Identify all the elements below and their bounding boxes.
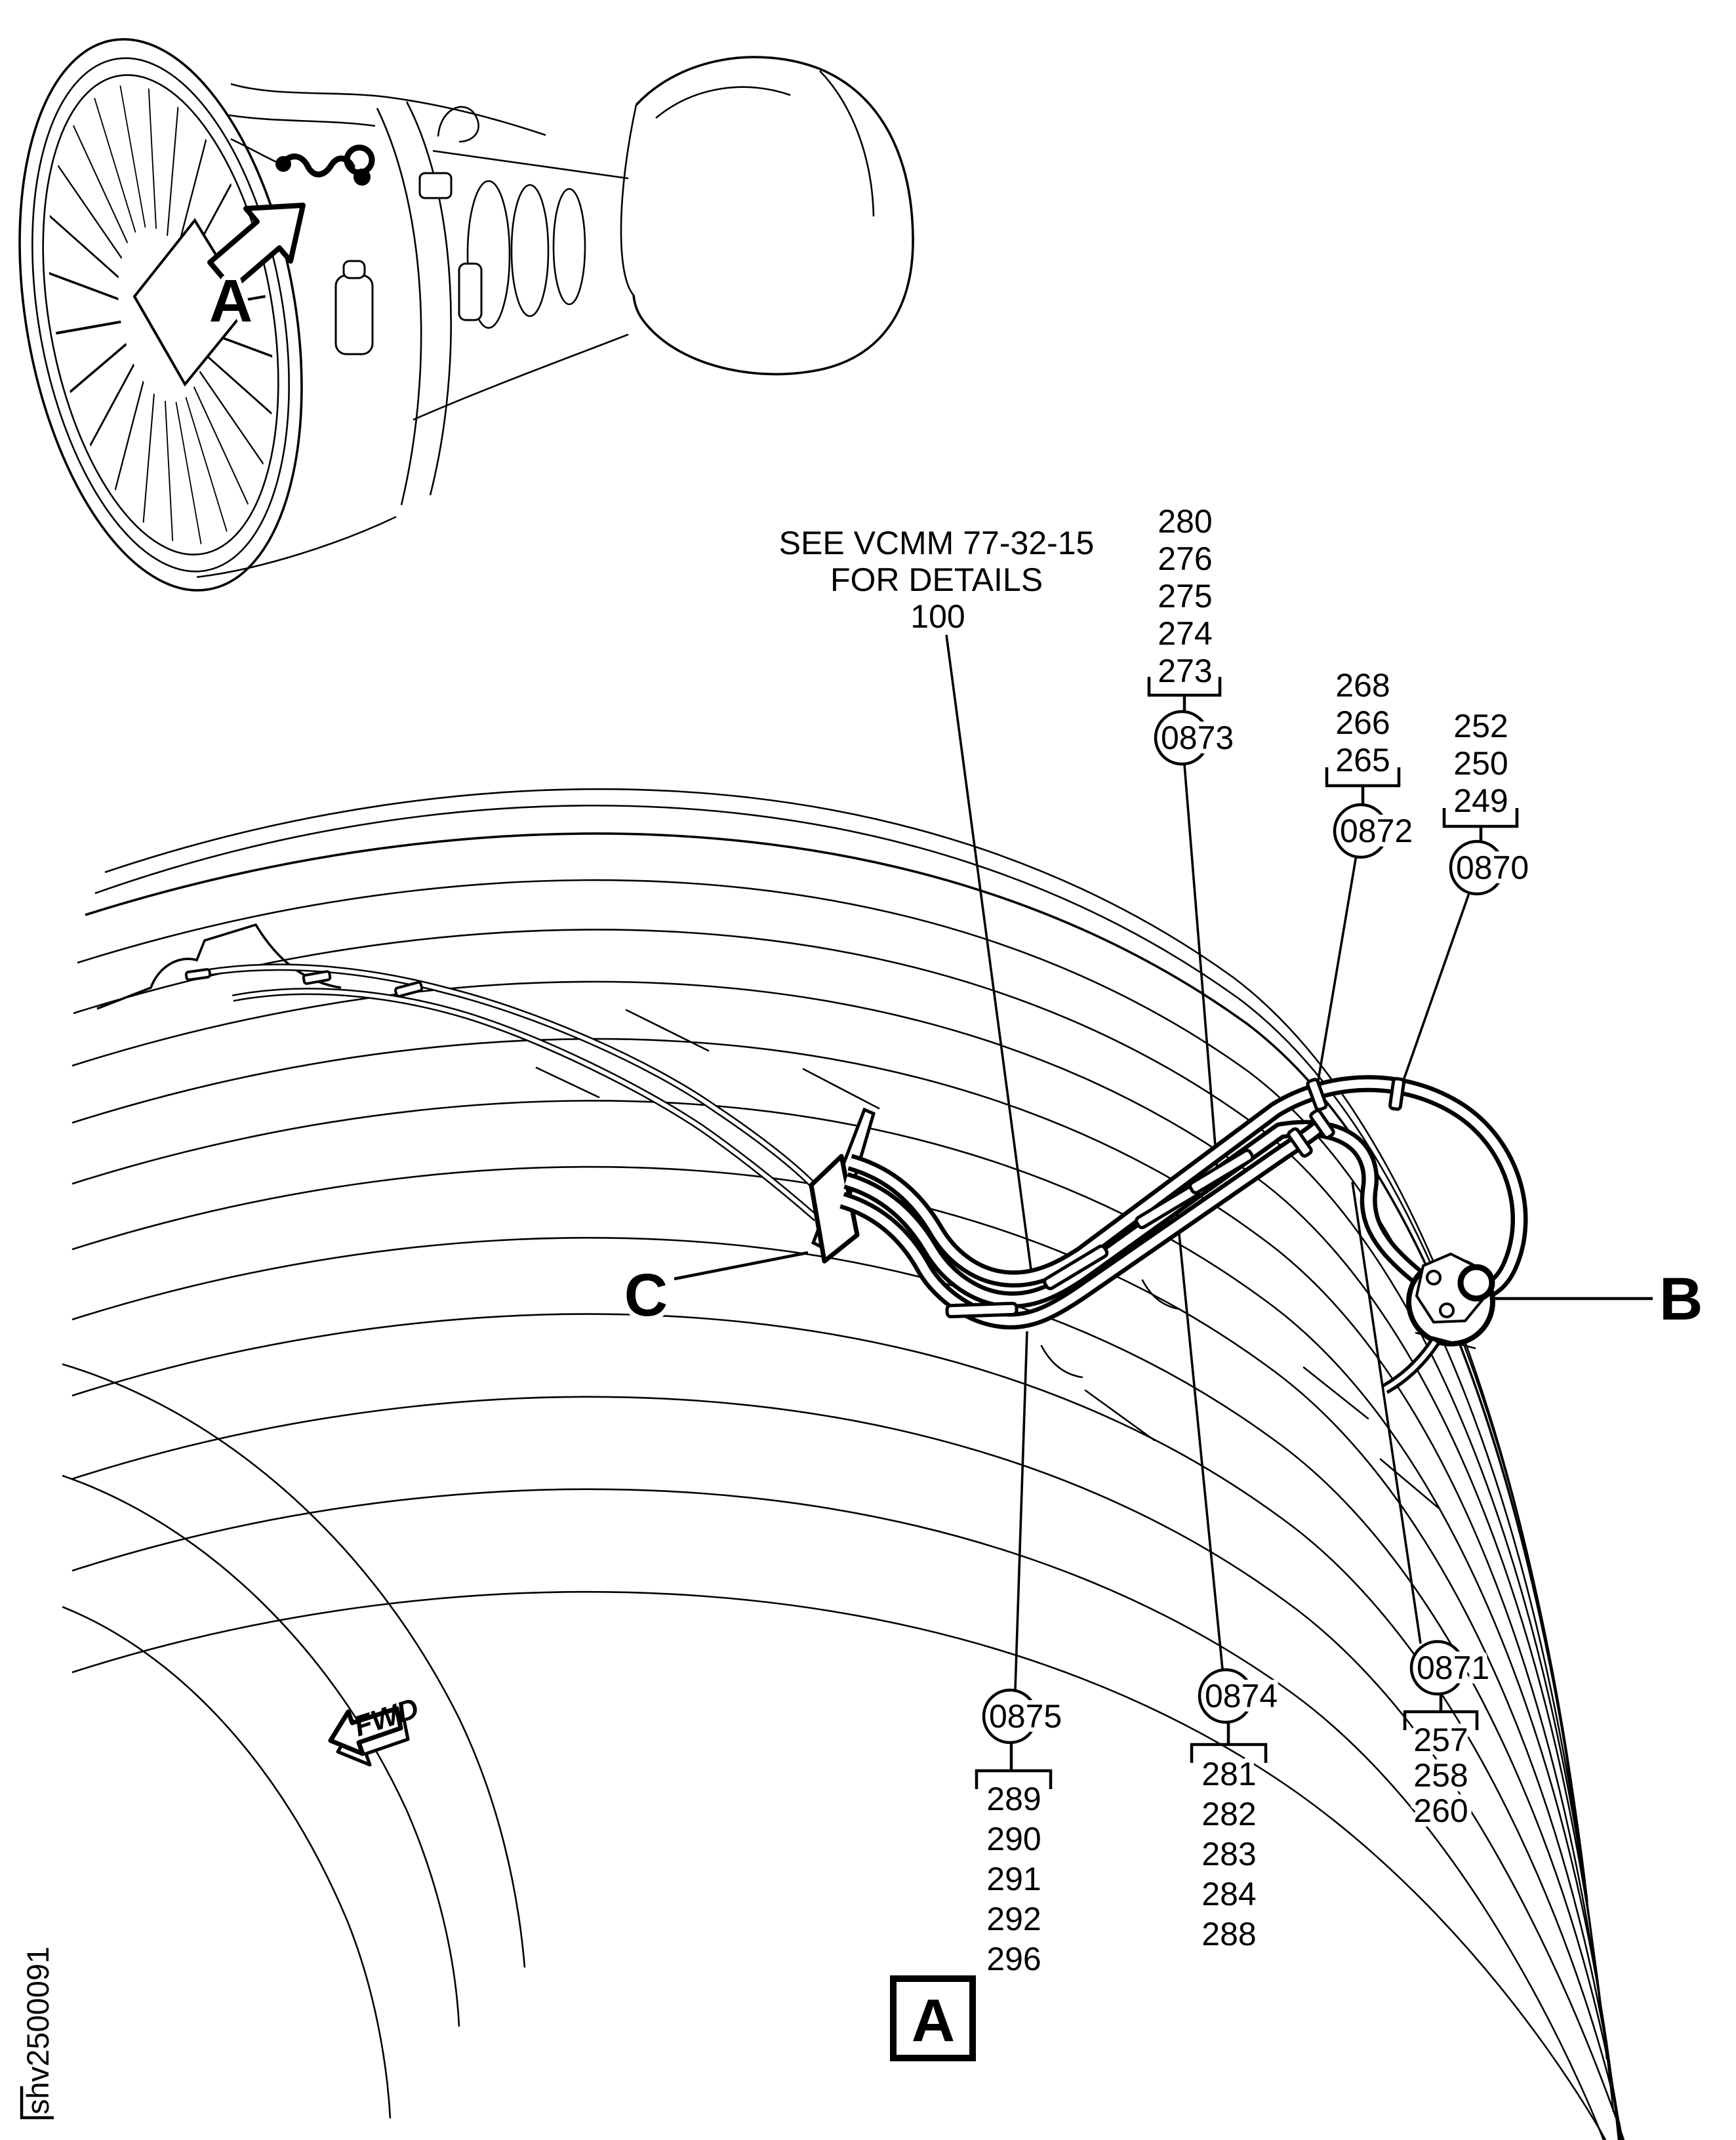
item-number: 276 <box>1158 540 1213 577</box>
exhaust-bell-facet <box>820 71 874 216</box>
ref-number: 0871 <box>1417 1649 1490 1686</box>
item-number: 283 <box>1201 1836 1257 1872</box>
tube-collar <box>1390 1078 1404 1110</box>
case-arc-lower <box>62 1476 459 2027</box>
case-arc <box>72 1167 1620 2140</box>
case-pump-body <box>336 275 373 354</box>
view-direction-label: A <box>209 268 253 334</box>
tube-clamp <box>947 1303 1017 1317</box>
leader-0874 <box>1177 1215 1222 1669</box>
callout-group-0874 <box>1192 1670 1278 1952</box>
engine-thumbnail <box>0 17 913 613</box>
ref-number: 0873 <box>1161 719 1234 756</box>
nacelle-top-edge <box>231 84 546 135</box>
core-bottom-line <box>413 334 628 420</box>
item-number: 274 <box>1158 615 1213 652</box>
ref-number: 0874 <box>1205 1678 1278 1714</box>
item-number: 292 <box>986 1901 1041 1937</box>
left-tube-2-outer <box>233 992 817 1219</box>
detail-note <box>779 525 1095 635</box>
item-number: 268 <box>1335 667 1390 704</box>
fwd-label: FWD <box>350 1691 423 1743</box>
item-number: 265 <box>1335 742 1390 778</box>
harness-connector-blob <box>353 169 371 186</box>
case-arc <box>105 789 1574 1810</box>
callout-group-0873 <box>1149 503 1234 764</box>
component-bolt <box>1427 1271 1440 1284</box>
harness-end-blob <box>275 156 291 172</box>
component-port-ball <box>1461 1267 1492 1299</box>
drawing-number <box>20 1947 55 2118</box>
leader-0875 <box>1015 1331 1027 1689</box>
ref-number: 0875 <box>989 1698 1062 1735</box>
left-tube-2-inner <box>233 992 817 1219</box>
sensor-harness <box>281 157 352 174</box>
case-fitting-block <box>459 264 481 320</box>
drawing-number-text: shv2500091 <box>20 1946 55 2114</box>
case-arc-lower <box>62 1607 390 2118</box>
ref-number: 0872 <box>1340 813 1413 849</box>
item-number: 250 <box>1453 745 1508 782</box>
leader-note-100 <box>946 635 1032 1274</box>
item-number: 282 <box>1201 1796 1257 1832</box>
item-number: 281 <box>1201 1756 1257 1792</box>
item-number: 284 <box>1201 1876 1257 1912</box>
left-tube-clamp <box>186 969 210 980</box>
note-line-2: FOR DETAILS <box>830 561 1043 598</box>
item-number: 288 <box>1201 1916 1257 1952</box>
left-tube-1-outer <box>192 967 813 1185</box>
exhaust-bell-rim <box>656 87 790 118</box>
tube-top-outer <box>850 1083 1520 1291</box>
left-tube-clamp <box>395 982 422 997</box>
item-number: 273 <box>1158 653 1213 689</box>
view-identifier-box <box>893 1979 973 2058</box>
component-bolt <box>1440 1304 1453 1317</box>
case-arc <box>72 1592 1605 2140</box>
case-aft-ring-1 <box>377 108 421 505</box>
leader-0873 <box>1184 765 1217 1170</box>
case-pump-cap <box>344 261 365 278</box>
case-arc-lower <box>62 1364 525 1968</box>
core-ring-2 <box>512 185 548 316</box>
leader-0872 <box>1315 855 1356 1100</box>
exhaust-bell-flange <box>621 105 636 295</box>
item-number: 290 <box>986 1821 1041 1857</box>
core-top-line <box>433 151 628 178</box>
nacelle-top-lip <box>226 115 375 126</box>
callout-group-0872 <box>1327 667 1413 857</box>
item-number: 249 <box>1453 782 1508 819</box>
item-number: 280 <box>1158 503 1213 540</box>
view-box-label: A <box>911 1987 956 2054</box>
note-line-1: SEE VCMM 77-32-15 <box>778 525 1095 561</box>
item-number: 289 <box>986 1781 1041 1817</box>
note-line-3: 100 <box>910 598 965 635</box>
item-number: 258 <box>1413 1757 1468 1794</box>
callout-group-0870 <box>1444 708 1529 894</box>
left-tube-clamp <box>303 971 331 984</box>
item-number: 275 <box>1158 578 1213 615</box>
item-number: 257 <box>1413 1722 1468 1758</box>
item-number: 296 <box>986 1941 1041 1977</box>
left-tube-1-inner <box>192 967 813 1185</box>
item-number: 252 <box>1453 708 1508 744</box>
item-number: 266 <box>1335 704 1390 741</box>
leader-c <box>674 1253 808 1279</box>
case-aft-ring-2 <box>407 102 451 495</box>
leader-0870 <box>1398 893 1469 1095</box>
ref-number: 0870 <box>1456 849 1529 886</box>
core-ring-3 <box>554 189 585 304</box>
item-number: 291 <box>986 1861 1041 1897</box>
label-b: B <box>1659 1266 1703 1333</box>
item-number: 260 <box>1413 1792 1468 1829</box>
case-arc <box>72 1489 1604 2140</box>
callout-group-0875 <box>977 1690 1062 1977</box>
label-c: C <box>624 1262 668 1329</box>
case-arc <box>72 982 1607 2059</box>
fwd-arrow <box>331 1692 422 1765</box>
case-bottom-edge <box>197 517 396 577</box>
callout-group-0871 <box>1405 1642 1489 1829</box>
tube-installation <box>186 967 1519 1389</box>
case-equipment-box <box>420 173 451 198</box>
case-arc <box>95 805 1581 1849</box>
pylon-hook <box>438 107 479 142</box>
